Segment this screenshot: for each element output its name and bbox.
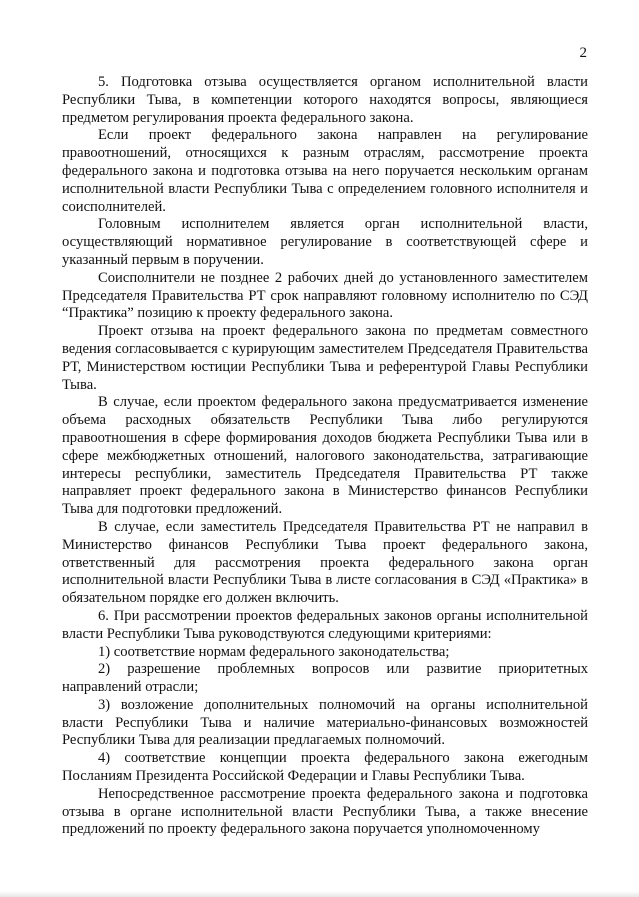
- paragraph-budget-obligations: В случае, если проектом федерального закона предусматривается изменение объема расходных обязательств Республики Тыва либо регулируются правоотношения в сфере формирования доходов бюджета Республики Тыва или в сфере межбюджетных отношений, налогового законодательства, затрагивающие интересы республики, заместитель Председателя Правительства РТ также направляет проект федерального закона в Министерство финансов Республики Тыва для подготовки предложений.: [62, 394, 588, 518]
- criterion-3: 3) возложение дополнительных полномочий на органы исполнительной власти Республики Тыва и наличие материально-финансовых возможностей Республики Тыва для реализации предлагаемых полномочий.: [62, 696, 588, 749]
- paragraph-item-6: 6. При рассмотрении проектов федеральных законов органы исполнительной власти Республики Тыва руководствуются следующими критериями:: [62, 607, 588, 642]
- paragraph-lead-executor: Головным исполнителем является орган исполнительной власти, осуществляющий нормативное регулирование в соответствующей сфере и указанный первым в поручении.: [62, 216, 588, 268]
- paragraph-item-5: 5. Подготовка отзыва осуществляется органом исполнительной власти Республики Тыва, в компетенции которого находятся вопросы, являющиеся предметом регулирования проекта федерального закона.: [62, 74, 588, 126]
- document-body: [62, 74, 588, 839]
- page-number: 2: [579, 45, 587, 61]
- paragraph-ministry-finance: В случае, если заместитель Председателя Правительства РТ не направил в Министерство финансов Республики Тыва проект федерального закона, ответственный для рассмотрения проекта федерального закона орган исполнительной власти Республики Тыва в листе согласования в СЭД «Практика» в обязательном порядке его должен включить.: [62, 518, 588, 607]
- criterion-1: 1) соответствие нормам федерального законодательства;: [98, 643, 450, 660]
- paragraph-multiple-executors: Если проект федерального закона направлен на регулирование правоотношений, относящихся к разным отраслям, рассмотрение проекта федерального закона и подготовка отзыва на него поручается нескольким органам исполнительной власти Республики Тыва с определением головного исполнителя и соисполнителей.: [62, 127, 588, 215]
- criterion-2: 2) разрешение проблемных вопросов или развитие приоритетных направлений отрасли;: [62, 661, 588, 696]
- paragraph-joint-jurisdiction: Проект отзыва на проект федерального закона по предметам совместного ведения согласовывается с курирующим заместителем Председателя Правительства РТ, Министерством юстиции Республики Тыва и референтурой Главы Республики Тыва.: [62, 323, 588, 393]
- scan-edge: [0, 891, 639, 897]
- paragraph-direct-review: Непосредственное рассмотрение проекта федерального закона и подготовка отзыва в органе исполнительной власти Республики Тыва, а также внесение предложений по проекту федерального закона поручается уполномоченному: [62, 785, 588, 838]
- criterion-4: 4) соответствие концепции проекта федерального закона ежегодным Посланиям Президента Российской Федерации и Главы Республики Тыва.: [62, 750, 588, 785]
- paragraph-co-executors: Соисполнители не позднее 2 рабочих дней до установленного заместителем Председателя Правительства РТ срок направляют головному исполнителю по СЭД “Практика” позицию к проекту федерального закона.: [62, 269, 588, 322]
